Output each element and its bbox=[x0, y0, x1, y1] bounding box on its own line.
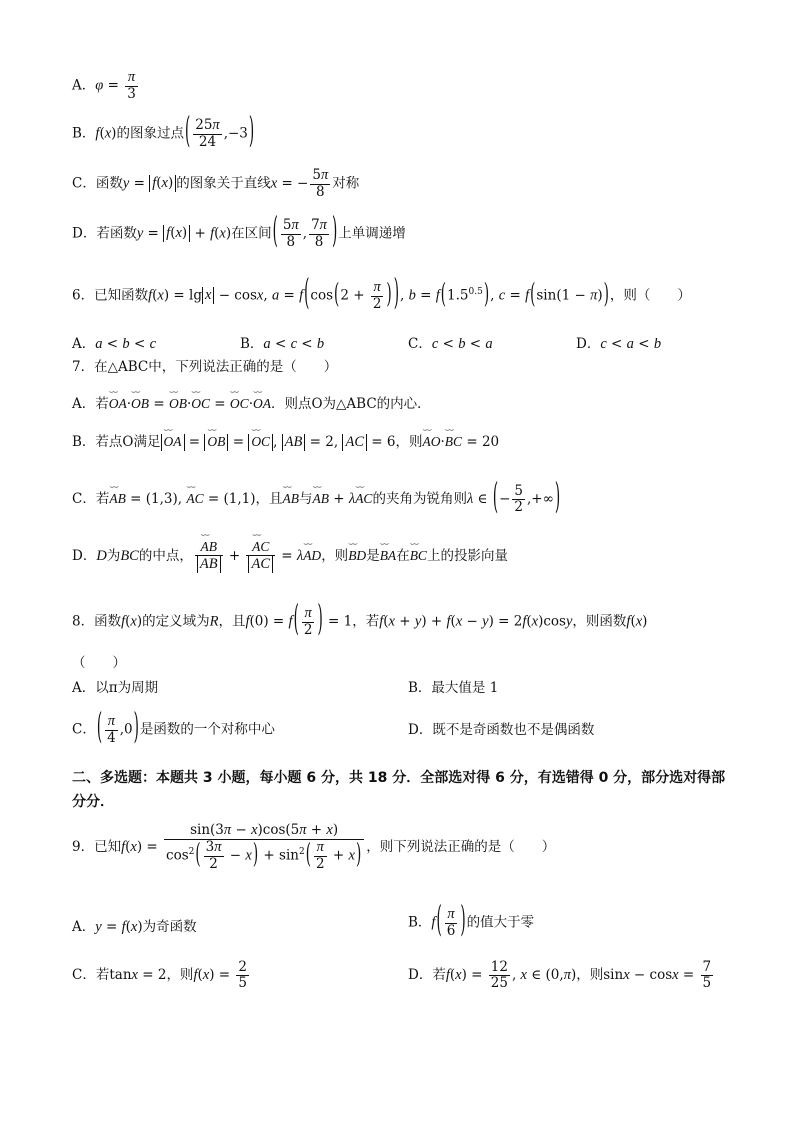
q6-option-c: C．c < b < a bbox=[408, 336, 493, 352]
q8-option-d: D．既不是奇函数也不是偶函数 bbox=[408, 722, 595, 738]
q6-option-d: D．c < a < b bbox=[576, 336, 662, 352]
q9-option-d: D．若f(x) = $\frac{12}{25}$ , x ∈ (0,π)，则sinx − cosx = $\frac{7}{5}$ bbox=[408, 959, 712, 991]
q5-option-c: C．函数y = f(x) 的图象关于直线x = − $\frac{5\pi}{8}$ 对称 bbox=[72, 167, 360, 200]
q8-option-a: A．以π为周期 bbox=[72, 680, 159, 696]
q6-option-a: A．a < b < c bbox=[72, 336, 156, 352]
q9-option-a: A．y = f(x)为奇函数 bbox=[72, 919, 197, 935]
q6-stem: 6．已知函数f(x) = lg x − cosx, a = f(cos(2 + $\frac{\pi}{2}$ ) ), $b = f(1.5^{0.5})$, c = f(sin(1 − π))，则（ ） bbox=[72, 273, 691, 315]
q5-option-b: B．f(x)的图象过点( $\frac{25\pi}{24}$ ,−3) bbox=[72, 111, 255, 153]
q7-option-a: A．若⌣⌣ OA·⌣⌣ OB = ⌣⌣ OB·⌣⌣ OC = ⌣⌣ OC·⌣⌣ OA．则点O为△ABC的内心． bbox=[72, 397, 431, 412]
q7-stem: 7．在△ABC中，下列说法正确的是（ ） bbox=[72, 359, 338, 375]
q7-option-d: D．D为BC的中点， ⌣⌣ $\frac{AB}{AB}$ + ⌣⌣ $\frac{AC}{AC}$ = λ⌣⌣ AD，则⌣⌣ BD是⌣⌣ BA在⌣⌣ BC上的投影向量 bbox=[72, 540, 508, 573]
q7-option-c: C．若⌣⌣ AB = (1,3), ⌣⌣ AC = (1,1)，且⌣⌣ AB与⌣⌣ AB + λ⌣⌣ AC的夹角为锐角则λ ∈ (− $\frac{5}{2}$ ,+∞) bbox=[72, 484, 561, 515]
q9-option-b: B．f( $\frac{\pi}{6}$ )的值大于零 bbox=[408, 900, 535, 942]
q7-option-b: B．若点O满足⌣⌣ OA = ⌣⌣ OB = ⌣⌣ OC , AB = 2, AC = 6，则⌣⌣ AO·⌣⌣ BC = 20 bbox=[72, 434, 499, 451]
section-heading: 二、多选题：本题共 3 小题，每小题 6 分，共 18 分．全部选对得 6 分，有选错得 0 分，部分选对得部分分． bbox=[72, 770, 726, 810]
q8-option-c: C．( $\frac{\pi}{4}$ ,0)是函数的一个对称中心 bbox=[72, 707, 275, 749]
q5-option-a: A．φ = $\frac{\pi}{3}$ bbox=[72, 69, 136, 102]
q8-blank: （ ） bbox=[72, 655, 126, 671]
q5-option-d: D．若函数y = f(x) + f(x)在区间( $\frac{5\pi}{8}$ , $\frac{7\pi}{8}$ )上单调递增 bbox=[72, 211, 406, 253]
q8-option-b: B．最大值是 1 bbox=[408, 680, 499, 696]
q9-option-c: C．若tanx = 2，则f(x) = $\frac{2}{5}$ bbox=[72, 959, 247, 991]
q6-option-b: B．a < c < b bbox=[240, 336, 325, 352]
q8-stem: 8．函数f(x)的定义域为R，且f(0) = f( $\frac{\pi}{2}$ ) = 1，若f(x + y) + f(x − y) = 2f(x)cosy，则函数f(x) bbox=[72, 599, 648, 641]
q9-stem: 9．已知f(x) = sin(3π − x)cos(5π + x) $\cos^2$( $\frac{3\pi}{2}$ − $x) + \sin^2$( $\frac{\pi}{2}$ + x) ，则下列说法正确的是（ ） bbox=[72, 822, 556, 872]
